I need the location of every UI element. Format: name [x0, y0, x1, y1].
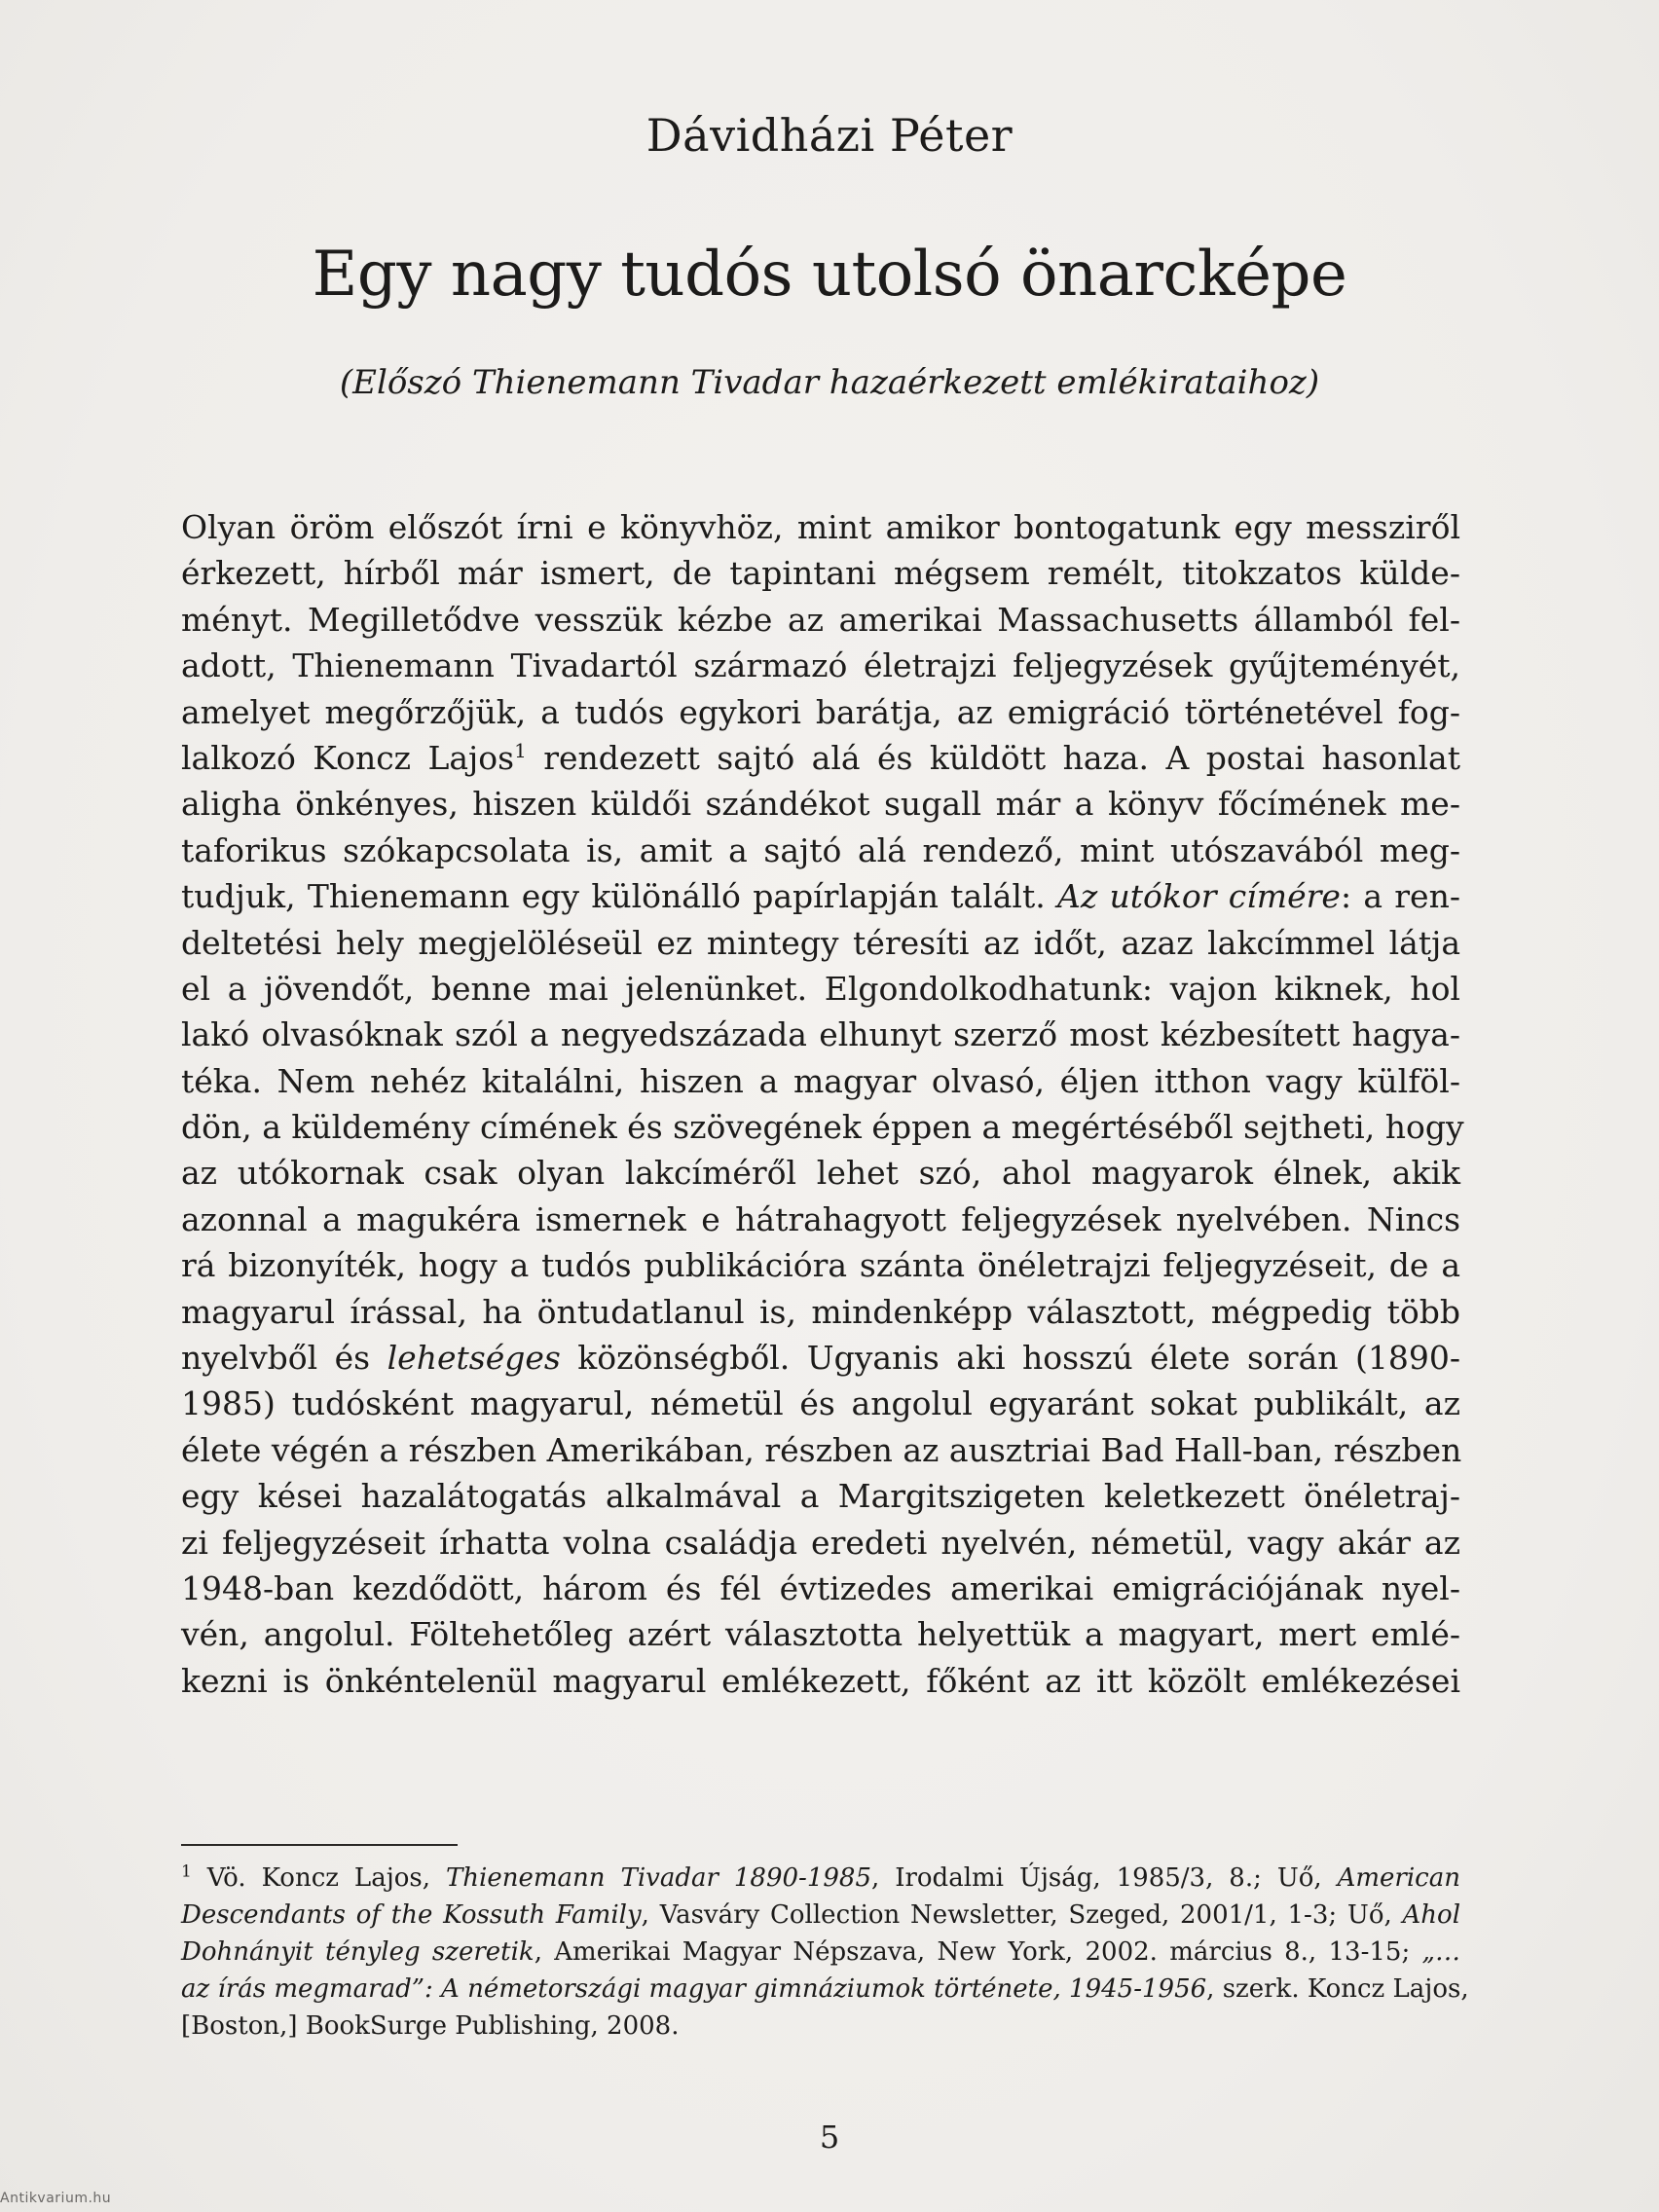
body-line: magyarul írással, ha öntudatlanul is, mindenképp választott, mégpedig több [181, 1292, 1460, 1331]
watermark: Antikvarium.hu [0, 2191, 112, 2206]
footnote-reference[interactable]: 1 [514, 738, 527, 762]
chapter-subtitle: (Előszó Thienemann Tivadar hazaérkezett emlékirataihoz) [339, 363, 1320, 402]
footnote-marker: 1 [181, 1862, 192, 1882]
footnote-divider [181, 1844, 458, 1846]
italic-phrase: Az utókor címére [1056, 877, 1341, 916]
body-line: lalkozó Koncz Lajos$^1$ rendezett sajtó alá és küldött haza. A postai hasonlat [181, 738, 1460, 777]
body-line: rá bizonyíték, hogy a tudós publikációra szánta önéletrajzi feljegyzéseit, de a [181, 1246, 1460, 1285]
body-line: lakó olvasóknak szól a negyedszázada elhunyt szerző most kézbesített hagya- [181, 1015, 1460, 1054]
footnote-line: [Boston,] BookSurge Publishing, 2008. [181, 2011, 680, 2041]
body-paragraph [181, 504, 1464, 1704]
footnote-line: az írás megmarad”: A németországi magyar gimnáziumok története, 1945-1956, szerk. Koncz Lajos, [181, 1974, 1469, 2004]
footnote-line: Descendants of the Kossuth Family, Vasváry Collection Newsletter, Szeged, 2001/1, 1-3; Uő, Ahol [181, 1900, 1461, 1930]
body-line: élete végén a részben Amerikában, részben az ausztriai Bad Hall-ban, részben [181, 1430, 1462, 1469]
page-number: 5 [819, 2119, 840, 2156]
body-line: Olyan öröm előszót írni e könyvhöz, mint amikor bontogatunk egy messziről [181, 508, 1460, 546]
body-line: tudjuk, Thienemann egy különálló papírlapján talált. Az utókor címére: a ren- [181, 877, 1460, 916]
body-line: nyelvből és lehetséges közönségből. Ugyanis aki hosszú élete során (1890- [181, 1339, 1460, 1378]
body-line: kezni is önkéntelenül magyarul emlékezett, főként az itt közölt emlékezései [181, 1661, 1460, 1700]
footnote-line: $^1$ Vö. Koncz Lajos, Thienemann Tivadar 1890-1985, Irodalmi Újság, 1985/3, 8.; Uő, American [181, 1862, 1460, 1893]
body-line: el a jövendőt, benne mai jelenünket. Elgondolkodhatunk: vajon kiknek, hol [181, 969, 1460, 1008]
body-line: egy kései hazalátogatás alkalmával a Margitszigeten keletkezett önéletraj- [181, 1477, 1460, 1516]
body-line: amelyet megőrzőjük, a tudós egykori barátja, az emigráció történetével fog- [181, 692, 1460, 731]
body-line: adott, Thienemann Tivadartól származó életrajzi feljegyzések gyűjteményét, [181, 646, 1460, 685]
chapter-title: Egy nagy tudós utolsó önarcképe [312, 239, 1347, 311]
body-line: vén, angolul. Föltehetőleg azért választotta helyettük a magyart, mert emlé- [181, 1615, 1460, 1654]
body-line: ményt. Megilletődve vesszük kézbe az amerikai Massachusetts államból fel- [181, 600, 1460, 639]
body-line: téka. Nem nehéz kitalálni, hiszen a magyar olvasó, éljen itthon vagy külföl- [181, 1061, 1460, 1100]
author-name: Dávidházi Péter [645, 109, 1014, 162]
body-line: dön, a küldemény címének és szövegének éppen a megértéséből sejtheti, hogy [181, 1108, 1464, 1147]
body-line: érkezett, hírből már ismert, de tapintani mégsem remélt, titokzatos külde- [181, 554, 1460, 593]
body-line: 1948-ban kezdődött, három és fél évtizedes amerikai emigrációjának nyel- [181, 1568, 1460, 1607]
body-line: taforikus szókapcsolata is, amit a sajtó alá rendező, mint utószavából meg- [181, 830, 1460, 869]
body-line: zi feljegyzéseit írhatta volna családja eredeti nyelvén, németül, vagy akár az [181, 1523, 1460, 1562]
footnote-line: Dohnányit tényleg szeretik, Amerikai Magyar Népszava, New York, 2002. március 8., 13-15; „… [181, 1937, 1460, 1967]
body-line: deltetési hely megjelöléseül ez mintegy téresíti az időt, azaz lakcímmel látja [181, 923, 1460, 962]
body-line: 1985) tudósként magyarul, németül és angolul egyaránt sokat publikált, az [181, 1384, 1460, 1423]
footnote [181, 1860, 1469, 2045]
italic-phrase: lehetséges [387, 1339, 561, 1378]
body-line: aligha önkényes, hiszen küldői szándékot sugall már a könyv főcímének me- [181, 785, 1460, 824]
body-line: azonnal a magukéra ismernek e hátrahagyott feljegyzések nyelvében. Nincs [181, 1199, 1460, 1238]
body-line: az utókornak csak olyan lakcíméről lehet szó, ahol magyarok élnek, akik [181, 1154, 1460, 1193]
